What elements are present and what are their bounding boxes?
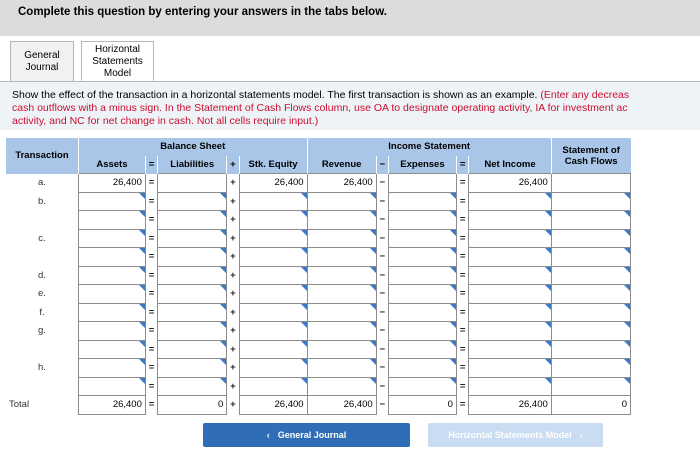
input-marker-icon xyxy=(301,322,307,328)
operator: = xyxy=(459,232,466,244)
table-row xyxy=(6,322,631,341)
liabilities-input[interactable] xyxy=(158,303,227,322)
input-marker-icon xyxy=(301,304,307,310)
liabilities-input[interactable] xyxy=(158,340,227,359)
input-marker-icon xyxy=(220,341,226,347)
expenses-input[interactable] xyxy=(388,340,456,359)
input-marker-icon xyxy=(450,341,456,347)
operator: − xyxy=(379,251,386,263)
revenue-input[interactable] xyxy=(307,248,376,267)
table-row xyxy=(6,359,631,378)
liabilities-input[interactable] xyxy=(158,322,227,341)
operator: − xyxy=(379,232,386,244)
assets-input[interactable] xyxy=(78,322,145,341)
prev-button[interactable] xyxy=(203,423,410,447)
input-marker-icon xyxy=(370,378,376,384)
equity-input[interactable] xyxy=(239,377,307,396)
operator: = xyxy=(148,325,155,337)
input-marker-icon xyxy=(624,193,630,199)
operator: − xyxy=(379,269,386,281)
expenses-value xyxy=(388,174,456,193)
input-marker-icon xyxy=(301,193,307,199)
operator: + xyxy=(230,306,236,318)
operator: = xyxy=(148,399,155,411)
operator: − xyxy=(379,177,386,189)
liabilities-value xyxy=(158,174,227,193)
input-marker-icon xyxy=(545,304,551,310)
table-row xyxy=(6,303,631,322)
operator: = xyxy=(459,399,466,411)
revenue-value xyxy=(307,396,376,415)
tab-horizontal-statements-model[interactable] xyxy=(81,41,154,83)
input-marker-icon xyxy=(624,248,630,254)
input-marker-icon xyxy=(545,322,551,328)
input-marker-icon xyxy=(450,359,456,365)
liabilities-input[interactable] xyxy=(158,285,227,304)
row-label: f. xyxy=(39,306,45,318)
operator: = xyxy=(148,214,155,226)
operator: = xyxy=(148,251,155,263)
revenue-input[interactable] xyxy=(307,377,376,396)
assets-input[interactable] xyxy=(78,211,145,230)
revenue-input[interactable] xyxy=(307,229,376,248)
net-income-input[interactable] xyxy=(469,211,552,230)
row-label: e. xyxy=(38,288,46,300)
cash-flow-input[interactable] xyxy=(551,211,630,230)
operator: + xyxy=(230,214,236,226)
header-transaction: Transaction xyxy=(6,138,78,174)
operator: + xyxy=(230,399,236,411)
expenses-input[interactable] xyxy=(388,248,456,267)
liabilities-input[interactable] xyxy=(158,377,227,396)
input-marker-icon xyxy=(450,267,456,273)
header-revenue: Revenue xyxy=(307,156,376,174)
cash-flow-input[interactable] xyxy=(551,229,630,248)
input-marker-icon xyxy=(545,359,551,365)
input-marker-icon xyxy=(301,341,307,347)
input-marker-icon xyxy=(220,267,226,273)
input-marker-icon xyxy=(370,285,376,291)
expenses-input[interactable] xyxy=(388,303,456,322)
row-label: d. xyxy=(38,269,46,281)
expenses-input[interactable] xyxy=(388,285,456,304)
assets-input[interactable] xyxy=(78,192,145,211)
row-label xyxy=(6,340,78,359)
input-marker-icon xyxy=(301,248,307,254)
input-marker-icon xyxy=(139,359,145,365)
operator: = xyxy=(459,251,466,263)
input-marker-icon xyxy=(220,193,226,199)
expenses-input[interactable] xyxy=(388,266,456,285)
equity-input[interactable] xyxy=(239,192,307,211)
row-label: g. xyxy=(38,325,46,337)
instructions-note-2: cash outflows with a minus sign. In the Statement of Cash Flows column, use OA to designate operating activity, IA for investment ac xyxy=(12,102,628,114)
cash-flow-input[interactable] xyxy=(551,340,630,359)
net-income-input[interactable] xyxy=(469,192,552,211)
cell-value: 26,400 xyxy=(112,177,142,188)
operator: = xyxy=(148,362,155,374)
net-income-value xyxy=(469,174,552,193)
expenses-input[interactable] xyxy=(388,211,456,230)
input-marker-icon xyxy=(139,267,145,273)
assets-input[interactable] xyxy=(78,377,145,396)
input-marker-icon xyxy=(139,322,145,328)
input-marker-icon xyxy=(220,211,226,217)
row-label: Total xyxy=(9,399,30,411)
revenue-input[interactable] xyxy=(307,192,376,211)
liabilities-input[interactable] xyxy=(158,211,227,230)
assets-value xyxy=(78,396,145,415)
input-marker-icon xyxy=(545,285,551,291)
net-income-value xyxy=(469,396,552,415)
operator: + xyxy=(230,343,236,355)
operator: − xyxy=(379,399,386,411)
cash-flow-input[interactable] xyxy=(551,303,630,322)
row-label: b. xyxy=(38,195,46,207)
net-income-input[interactable] xyxy=(469,377,552,396)
input-marker-icon xyxy=(370,193,376,199)
expenses-input[interactable] xyxy=(388,359,456,378)
input-marker-icon xyxy=(220,230,226,236)
input-marker-icon xyxy=(450,230,456,236)
input-marker-icon xyxy=(545,230,551,236)
cell-value: 26,400 xyxy=(518,177,548,188)
header-op-eq2: = xyxy=(456,156,468,174)
operator: = xyxy=(148,232,155,244)
assets-input[interactable] xyxy=(78,248,145,267)
header-expenses: Expenses xyxy=(388,156,456,174)
input-marker-icon xyxy=(545,341,551,347)
cell-value: 26,400 xyxy=(274,399,304,410)
instructions xyxy=(12,89,700,128)
equity-value xyxy=(239,174,307,193)
cell-value: 0 xyxy=(621,399,627,410)
chevron-left-icon: ‹ xyxy=(266,430,270,440)
header-net-income: Net Income xyxy=(469,156,552,174)
table-row xyxy=(6,266,631,285)
input-marker-icon xyxy=(545,193,551,199)
row-label: a. xyxy=(38,177,46,189)
input-marker-icon xyxy=(370,230,376,236)
input-marker-icon xyxy=(624,378,630,384)
row-label xyxy=(6,248,78,267)
operator: + xyxy=(230,325,236,337)
input-marker-icon xyxy=(301,378,307,384)
revenue-input[interactable] xyxy=(307,303,376,322)
input-marker-icon xyxy=(301,211,307,217)
cell-value: 26,400 xyxy=(274,177,304,188)
input-marker-icon xyxy=(545,211,551,217)
prompt-text: Complete this question by entering your answers in the tabs below. xyxy=(18,6,387,18)
operator: − xyxy=(379,362,386,374)
operator: = xyxy=(459,325,466,337)
equity-input[interactable] xyxy=(239,303,307,322)
cash-flow-input[interactable] xyxy=(551,266,630,285)
revenue-input[interactable] xyxy=(307,322,376,341)
liabilities-value xyxy=(158,396,227,415)
input-marker-icon xyxy=(220,378,226,384)
net-income-input[interactable] xyxy=(469,248,552,267)
assets-value xyxy=(78,174,145,193)
expenses-input[interactable] xyxy=(388,377,456,396)
equity-input[interactable] xyxy=(239,322,307,341)
instructions-note-3: activity, and NC for net change in cash. Not all cells require input.) xyxy=(12,115,319,127)
operator: + xyxy=(230,177,236,189)
operator: = xyxy=(148,380,155,392)
revenue-input[interactable] xyxy=(307,266,376,285)
input-marker-icon xyxy=(545,248,551,254)
cell-value: 26,400 xyxy=(518,399,548,410)
operator: = xyxy=(148,288,155,300)
cell-value: 26,400 xyxy=(343,177,373,188)
input-marker-icon xyxy=(139,285,145,291)
operator: = xyxy=(459,177,466,189)
equity-input[interactable] xyxy=(239,248,307,267)
liabilities-input[interactable] xyxy=(158,359,227,378)
input-marker-icon xyxy=(220,304,226,310)
operator: = xyxy=(459,380,466,392)
operator: = xyxy=(459,362,466,374)
operator: = xyxy=(459,288,466,300)
header-income-statement: Income Statement xyxy=(307,138,551,156)
cell-value: 0 xyxy=(217,399,224,410)
liabilities-input[interactable] xyxy=(158,266,227,285)
revenue-input[interactable] xyxy=(307,359,376,378)
expenses-input[interactable] xyxy=(388,229,456,248)
equity-input[interactable] xyxy=(239,229,307,248)
operator: = xyxy=(148,306,155,318)
input-marker-icon xyxy=(624,285,630,291)
input-marker-icon xyxy=(624,211,630,217)
row-label: h. xyxy=(38,362,46,374)
liabilities-input[interactable] xyxy=(158,229,227,248)
input-marker-icon xyxy=(370,248,376,254)
operator: − xyxy=(379,380,386,392)
table-row xyxy=(6,248,631,267)
input-marker-icon xyxy=(139,378,145,384)
input-marker-icon xyxy=(450,248,456,254)
horizontal-statements-table xyxy=(6,138,631,415)
operator: + xyxy=(230,251,236,263)
input-marker-icon xyxy=(624,304,630,310)
input-marker-icon xyxy=(624,267,630,273)
input-marker-icon xyxy=(624,322,630,328)
operator: = xyxy=(148,269,155,281)
prev-button-label: General Journal xyxy=(277,430,347,440)
table-row xyxy=(6,340,631,359)
liabilities-input[interactable] xyxy=(158,192,227,211)
cash-flow-value xyxy=(551,396,630,415)
assets-input[interactable] xyxy=(78,285,145,304)
input-marker-icon xyxy=(220,359,226,365)
input-marker-icon xyxy=(139,211,145,217)
assets-input[interactable] xyxy=(78,303,145,322)
prompt-banner xyxy=(0,0,700,36)
net-income-input[interactable] xyxy=(469,322,552,341)
input-marker-icon xyxy=(139,230,145,236)
input-marker-icon xyxy=(301,267,307,273)
instructions-note-1: (Enter any decreas xyxy=(540,89,630,101)
total-row xyxy=(6,396,631,415)
operator: = xyxy=(459,214,466,226)
cash-flow-input[interactable] xyxy=(551,192,630,211)
operator: = xyxy=(459,343,466,355)
input-marker-icon xyxy=(370,359,376,365)
cash-flow-input[interactable] xyxy=(551,377,630,396)
operator: − xyxy=(379,288,386,300)
next-button-label: Horizontal Statements Model xyxy=(448,430,572,440)
cell-value: 26,400 xyxy=(112,399,142,410)
header-op-eq: = xyxy=(145,156,157,174)
revenue-input[interactable] xyxy=(307,211,376,230)
cash-flow-input[interactable] xyxy=(551,248,630,267)
operator: + xyxy=(230,232,236,244)
input-marker-icon xyxy=(370,341,376,347)
net-income-input[interactable] xyxy=(469,303,552,322)
assets-input[interactable] xyxy=(78,229,145,248)
operator: + xyxy=(230,195,236,207)
input-marker-icon xyxy=(450,193,456,199)
input-marker-icon xyxy=(624,230,630,236)
equity-input[interactable] xyxy=(239,359,307,378)
operator: = xyxy=(148,177,155,189)
input-marker-icon xyxy=(370,322,376,328)
operator: = xyxy=(459,306,466,318)
operator: = xyxy=(148,343,155,355)
cash-flow-input[interactable] xyxy=(551,322,630,341)
expenses-value xyxy=(388,396,456,415)
table-row xyxy=(6,211,631,230)
input-marker-icon xyxy=(624,341,630,347)
operator: − xyxy=(379,343,386,355)
operator: + xyxy=(230,269,236,281)
tab-general-journal[interactable] xyxy=(10,41,74,83)
table-row xyxy=(6,377,631,396)
operator: + xyxy=(230,362,236,374)
header-op-minus: − xyxy=(376,156,388,174)
input-marker-icon xyxy=(450,322,456,328)
input-marker-icon xyxy=(139,341,145,347)
chevron-right-icon: › xyxy=(579,430,583,440)
operator: = xyxy=(148,195,155,207)
header-equity: Stk. Equity xyxy=(239,156,307,174)
net-income-input[interactable] xyxy=(469,285,552,304)
revenue-input[interactable] xyxy=(307,340,376,359)
input-marker-icon xyxy=(370,211,376,217)
operator: − xyxy=(379,214,386,226)
table-row xyxy=(6,174,631,193)
input-marker-icon xyxy=(139,248,145,254)
assets-input[interactable] xyxy=(78,359,145,378)
net-income-input[interactable] xyxy=(469,229,552,248)
header-balance-sheet: Balance Sheet xyxy=(78,138,307,156)
operator: + xyxy=(230,380,236,392)
equity-input[interactable] xyxy=(239,285,307,304)
next-button[interactable] xyxy=(428,423,603,447)
net-income-input[interactable] xyxy=(469,359,552,378)
input-marker-icon xyxy=(301,285,307,291)
liabilities-input[interactable] xyxy=(158,248,227,267)
operator: + xyxy=(230,288,236,300)
row-label xyxy=(6,377,78,396)
input-marker-icon xyxy=(450,211,456,217)
input-marker-icon xyxy=(370,304,376,310)
cash-flow-value xyxy=(551,174,630,193)
input-marker-icon xyxy=(370,267,376,273)
assets-input[interactable] xyxy=(78,266,145,285)
operator: − xyxy=(379,195,386,207)
table-row xyxy=(6,192,631,211)
operator: − xyxy=(379,325,386,337)
net-income-input[interactable] xyxy=(469,266,552,285)
table-row xyxy=(6,285,631,304)
input-marker-icon xyxy=(624,359,630,365)
header-assets: Assets xyxy=(78,156,145,174)
input-marker-icon xyxy=(220,285,226,291)
revenue-input[interactable] xyxy=(307,285,376,304)
input-marker-icon xyxy=(301,359,307,365)
operator: = xyxy=(459,269,466,281)
equity-value xyxy=(239,396,307,415)
table-row xyxy=(6,229,631,248)
row-label xyxy=(6,211,78,230)
input-marker-icon xyxy=(301,230,307,236)
cell-value: 0 xyxy=(447,399,453,410)
expenses-input[interactable] xyxy=(388,322,456,341)
input-marker-icon xyxy=(450,378,456,384)
instructions-main: Show the effect of the transaction in a horizontal statements model. The first transaction is shown as an example. xyxy=(12,89,538,101)
input-marker-icon xyxy=(450,285,456,291)
net-income-input[interactable] xyxy=(469,340,552,359)
input-marker-icon xyxy=(139,193,145,199)
header-op-plus: + xyxy=(227,156,239,174)
tab-horizontal-statements-model-label: Horizontal Statements Model xyxy=(92,44,143,79)
expenses-input[interactable] xyxy=(388,192,456,211)
revenue-value xyxy=(307,174,376,193)
row-label: c. xyxy=(38,232,46,244)
input-marker-icon xyxy=(545,378,551,384)
equity-input[interactable] xyxy=(239,340,307,359)
operator: = xyxy=(459,195,466,207)
input-marker-icon xyxy=(139,304,145,310)
tab-general-journal-label: General Journal xyxy=(24,50,60,73)
header-cash-flows: Statement of Cash Flows xyxy=(551,138,630,174)
equity-input[interactable] xyxy=(239,211,307,230)
cash-flow-input[interactable] xyxy=(551,285,630,304)
input-marker-icon xyxy=(220,322,226,328)
header-liabilities: Liabilities xyxy=(158,156,227,174)
input-marker-icon xyxy=(220,248,226,254)
cash-flow-input[interactable] xyxy=(551,359,630,378)
input-marker-icon xyxy=(545,267,551,273)
operator: − xyxy=(379,306,386,318)
cell-value: 26,400 xyxy=(343,399,373,410)
assets-input[interactable] xyxy=(78,340,145,359)
equity-input[interactable] xyxy=(239,266,307,285)
input-marker-icon xyxy=(450,304,456,310)
